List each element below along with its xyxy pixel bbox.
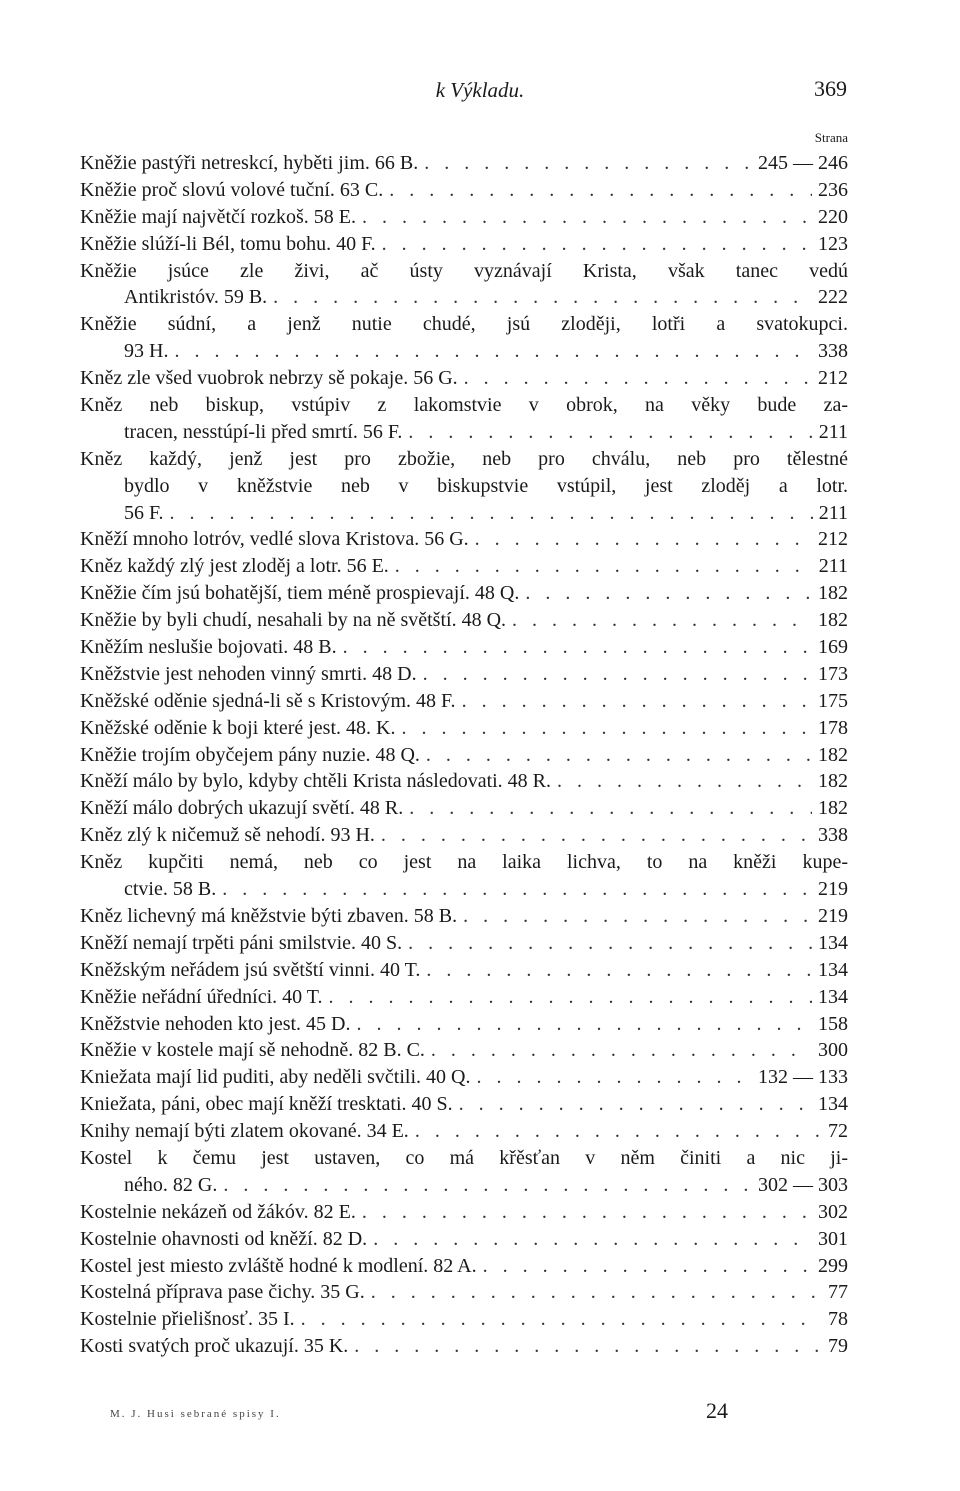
index-entry xyxy=(80,1118,848,1145)
entry-page-ref: 78 xyxy=(828,1308,848,1331)
dot-leader xyxy=(382,231,812,258)
index-entry xyxy=(80,715,848,742)
entry-text: Kněží mnoho lotróv, vedlé slova Kristova. 56 G. xyxy=(80,528,469,551)
entry-line xyxy=(80,957,848,984)
entry-line xyxy=(80,661,848,688)
index-entry xyxy=(80,1011,848,1038)
index-entry xyxy=(80,553,848,580)
entry-line xyxy=(80,1253,848,1280)
index-entry xyxy=(80,1306,848,1333)
dot-leader xyxy=(463,903,812,930)
entry-line xyxy=(80,446,848,473)
index-entry xyxy=(80,1091,848,1118)
entry-line xyxy=(80,526,848,553)
dot-leader xyxy=(423,661,812,688)
dot-leader xyxy=(373,1226,812,1253)
entry-line xyxy=(80,984,848,1011)
entry-page-ref: 299 xyxy=(818,1254,848,1277)
entry-text: Kněz zlý k ničemuž sě nehodí. 93 H. xyxy=(80,824,375,847)
printer-signature: M. J. Husi sebrané spisy I. xyxy=(110,1408,281,1420)
entry-line xyxy=(80,715,848,742)
dot-leader xyxy=(557,768,812,795)
dot-leader xyxy=(389,177,812,204)
dot-leader xyxy=(408,930,812,957)
running-title: k Výkladu. xyxy=(435,78,525,102)
entry-line xyxy=(80,1037,848,1064)
entry-line xyxy=(80,1226,848,1253)
entry-page-ref: 219 xyxy=(818,878,848,901)
entry-page-ref: 236 xyxy=(818,178,848,201)
dot-leader xyxy=(362,1199,812,1226)
entry-text: Kněží málo by bylo, kdyby chtěli Krista následovati. 48 R. xyxy=(80,770,552,793)
entry-continuation-line xyxy=(80,500,848,527)
entry-text: Kněžstvie jest nehoden vinný smrti. 48 D. xyxy=(80,662,417,685)
entry-line xyxy=(80,204,848,231)
index-entry xyxy=(80,607,848,634)
entry-line xyxy=(80,231,848,258)
entry-page-ref: 79 xyxy=(828,1335,848,1358)
index-entry xyxy=(80,661,848,688)
index-entry xyxy=(80,930,848,957)
entry-page-ref: 134 xyxy=(818,985,848,1008)
entry-text: bydlo v kněžstvie neb v biskupstvie vstúpil, jest zloděj a lotr. xyxy=(124,474,848,497)
dot-leader xyxy=(362,204,812,231)
index-entry xyxy=(80,311,848,365)
dot-leader xyxy=(273,284,812,311)
dot-leader xyxy=(426,957,812,984)
index-entry xyxy=(80,822,848,849)
index-entry xyxy=(80,446,848,527)
entry-text: Kněžské oděnie sjedná-li sě s Kristovým. 48 F. xyxy=(80,689,456,712)
entry-continuation-line xyxy=(80,876,848,903)
entry-page-ref: 134 xyxy=(818,958,848,981)
entry-line xyxy=(80,688,848,715)
dot-leader xyxy=(222,876,812,903)
entry-text: Kněžím neslušie bojovati. 48 B. xyxy=(80,636,337,659)
entry-line xyxy=(80,1064,848,1091)
entry-text: 56 F. xyxy=(124,501,164,524)
dot-leader xyxy=(381,822,812,849)
dot-leader xyxy=(475,526,812,553)
entry-text: Kněžie by byli chudí, nesahali by na ně světští. 48 Q. xyxy=(80,609,507,632)
entry-line xyxy=(80,1118,848,1145)
index-entry xyxy=(80,1064,848,1091)
entry-text: Kniežata mají lid puditi, aby neděli svčtili. 40 Q. xyxy=(80,1066,471,1089)
entry-page-ref: 211 xyxy=(818,420,848,443)
dot-leader xyxy=(464,365,812,392)
entry-text: Kostel jest miesto zvláště hodné k modlení. 82 A. xyxy=(80,1254,477,1277)
entry-page-ref: 134 xyxy=(818,1093,848,1116)
entry-text: Kněžské oděnie k boji které jest. 48. K. xyxy=(80,716,396,739)
entry-text: Kněžie slúží-li Bél, tomu bohu. 40 F. xyxy=(80,232,376,255)
entry-text: Kněz každý zlý jest zloděj a lotr. 56 E. xyxy=(80,555,389,578)
entry-page-ref: 220 xyxy=(818,205,848,228)
entry-text: Kostelná příprava pase čichy. 35 G. xyxy=(80,1281,365,1304)
entry-page-ref: 338 xyxy=(818,340,848,363)
index-entry xyxy=(80,392,848,446)
entry-page-ref: 132 — 133 xyxy=(758,1066,848,1089)
entry-continuation-line xyxy=(80,1172,848,1199)
entry-line xyxy=(80,1333,848,1360)
index-entry xyxy=(80,849,848,903)
entry-continuation-line xyxy=(80,284,848,311)
index-entry xyxy=(80,580,848,607)
index-entry xyxy=(80,1037,848,1064)
entry-line xyxy=(80,1091,848,1118)
entry-page-ref: 212 xyxy=(818,528,848,551)
dot-leader xyxy=(401,715,812,742)
index-entry xyxy=(80,957,848,984)
entry-line xyxy=(80,311,848,338)
entry-text: Kněžie neřádní úředníci. 40 T. xyxy=(80,985,323,1008)
entry-line xyxy=(80,580,848,607)
dot-leader xyxy=(170,500,813,527)
entry-text: Kněžie v kostele mají sě nehodně. 82 B. C. xyxy=(80,1039,425,1062)
entry-text: Kostel k čemu jest ustaven, co má křěsťan v něm činiti a nic ji- xyxy=(80,1146,848,1169)
index-entry xyxy=(80,1226,848,1253)
entry-line xyxy=(80,634,848,661)
entry-text: tracen, nesstúpí-li před smrtí. 56 F. xyxy=(124,420,403,443)
entry-page-ref: 182 xyxy=(818,797,848,820)
entry-page-ref: 169 xyxy=(818,636,848,659)
entry-line xyxy=(80,768,848,795)
index-entry xyxy=(80,903,848,930)
entry-text: Antikristóv. 59 B. xyxy=(124,286,268,309)
dot-leader xyxy=(415,1118,822,1145)
dot-leader xyxy=(483,1253,812,1280)
page-number: 369 xyxy=(814,76,847,101)
entry-line xyxy=(80,150,848,177)
entry-text: 93 H. xyxy=(124,340,169,363)
dot-leader xyxy=(408,419,812,446)
dot-leader xyxy=(354,1333,822,1360)
dot-leader xyxy=(301,1306,822,1333)
index-entry xyxy=(80,1253,848,1280)
entry-page-ref: 173 xyxy=(818,662,848,685)
entry-line xyxy=(80,849,848,876)
signature-number: 24 xyxy=(706,1398,728,1423)
entry-line xyxy=(80,822,848,849)
entry-text: Kněžským neřádem jsú světští vinni. 40 T. xyxy=(80,958,421,981)
dot-leader xyxy=(525,580,812,607)
dot-leader xyxy=(476,1064,752,1091)
entry-page-ref: 182 xyxy=(818,609,848,632)
entry-text: Kostelnie ohavnosti od kněží. 82 D. xyxy=(80,1227,368,1250)
entry-text: Kněžie proč slovú volové tuční. 63 C. xyxy=(80,178,384,201)
entry-text: Kněz neb biskup, vstúpiv z lakomstvie v obrok, na věky bude za- xyxy=(80,394,848,417)
entry-text: Knihy nemají býti zlatem okované. 34 E. xyxy=(80,1120,409,1143)
index-entry xyxy=(80,1333,848,1360)
entry-line xyxy=(80,1306,848,1333)
entry-page-ref: 245 — 246 xyxy=(758,152,848,174)
dot-leader xyxy=(343,634,812,661)
index-entry xyxy=(80,204,848,231)
dot-leader xyxy=(424,150,752,177)
index-entry xyxy=(80,365,848,392)
entry-page-ref: 211 xyxy=(818,555,848,578)
entry-page-ref: 134 xyxy=(818,931,848,954)
entry-text: Kněží nemají trpěti páni smilstvie. 40 S. xyxy=(80,931,403,954)
entry-continuation-line xyxy=(80,338,848,365)
entry-text: Kněz lichevný má kněžstvie býti zbaven. 58 B. xyxy=(80,904,458,927)
entry-line xyxy=(80,258,848,285)
dot-leader xyxy=(462,688,812,715)
index-entries xyxy=(80,150,848,1360)
entry-continuation-line xyxy=(80,419,848,446)
dot-leader xyxy=(512,607,812,634)
entry-text: Kněžie súdní, a jenž nutie chudé, jsú zloději, lotři a svatokupci. xyxy=(80,313,848,336)
entry-line xyxy=(80,742,848,769)
entry-page-ref: 211 xyxy=(818,501,848,524)
dot-leader xyxy=(426,742,812,769)
index-entry xyxy=(80,1279,848,1306)
entry-page-ref: 178 xyxy=(818,716,848,739)
entry-page-ref: 158 xyxy=(818,1012,848,1035)
entry-text: Kostelnie přielišnosť. 35 I. xyxy=(80,1308,295,1331)
entry-continuation-line xyxy=(80,473,848,500)
entry-text: Kosti svatých proč ukazují. 35 K. xyxy=(80,1335,349,1358)
entry-text: Kněz každý, jenž jest pro zbožie, neb pro chválu, neb pro tělestné xyxy=(80,447,848,470)
index-entry xyxy=(80,177,848,204)
entry-line xyxy=(80,795,848,822)
index-entry xyxy=(80,688,848,715)
entry-text: ctvie. 58 B. xyxy=(124,878,217,901)
entry-page-ref: 219 xyxy=(818,904,848,927)
index-entry xyxy=(80,768,848,795)
dot-leader xyxy=(329,984,813,1011)
dot-leader xyxy=(357,1011,813,1038)
entry-line xyxy=(80,903,848,930)
entry-text: Kněz zle všed vuobrok nebrzy sě pokaje. 56 G. xyxy=(80,367,458,390)
entry-text: Kněžie trojím obyčejem pány nuzie. 48 Q. xyxy=(80,743,420,766)
index-entry xyxy=(80,150,848,177)
entry-page-ref: 72 xyxy=(828,1120,848,1143)
entry-text: Kněžie čím jsú bohatější, tiem méně prospievají. 48 Q. xyxy=(80,582,520,605)
dot-leader xyxy=(174,338,812,365)
entry-text: Kněžie jsúce zle živi, ač ústy vyznávají Krista, však tanec vedú xyxy=(80,259,848,282)
entry-page-ref: 123 xyxy=(818,232,848,255)
dot-leader xyxy=(459,1091,812,1118)
entry-text: Kněžie pastýři netreskcí, hyběti jim. 66 B. xyxy=(80,152,419,174)
dot-leader xyxy=(395,553,813,580)
entry-line xyxy=(80,1011,848,1038)
index-entry xyxy=(80,231,848,258)
index-entry xyxy=(80,258,848,312)
entry-page-ref: 300 xyxy=(818,1039,848,1062)
dot-leader xyxy=(431,1037,812,1064)
entry-text: Kněžstvie nehoden kto jest. 45 D. xyxy=(80,1012,351,1035)
entry-page-ref: 182 xyxy=(818,743,848,766)
entry-text: Kněz kupčiti nemá, neb co jest na laika lichva, to na kněži kupe- xyxy=(80,851,848,874)
entry-text: Kněžie mají najvětčí rozkoš. 58 E. xyxy=(80,205,357,228)
index-entry xyxy=(80,742,848,769)
entry-text: Kniežata, páni, obec mají kněží tresktati. 40 S. xyxy=(80,1093,453,1116)
index-entry xyxy=(80,795,848,822)
entry-line xyxy=(80,930,848,957)
entry-line xyxy=(80,365,848,392)
entry-page-ref: 338 xyxy=(818,824,848,847)
entry-line xyxy=(80,553,848,580)
index-entry xyxy=(80,984,848,1011)
entry-line xyxy=(80,607,848,634)
entry-page-ref: 302 xyxy=(818,1200,848,1223)
entry-text: Kněží málo dobrých ukazují světí. 48 R. xyxy=(80,797,404,820)
entry-page-ref: 212 xyxy=(818,367,848,390)
entry-line xyxy=(80,1145,848,1172)
entry-page-ref: 222 xyxy=(818,286,848,309)
index-entry xyxy=(80,1145,848,1199)
entry-line xyxy=(80,392,848,419)
index-entry xyxy=(80,526,848,553)
entry-line xyxy=(80,177,848,204)
entry-text: Kostelnie nekázeň od žákóv. 82 E. xyxy=(80,1200,356,1223)
entry-line xyxy=(80,1279,848,1306)
dot-leader xyxy=(223,1172,752,1199)
entry-line xyxy=(80,1199,848,1226)
entry-page-ref: 175 xyxy=(818,689,848,712)
index-entry xyxy=(80,634,848,661)
entry-page-ref: 182 xyxy=(818,770,848,793)
entry-text: ného. 82 G. xyxy=(124,1173,218,1196)
entry-page-ref: 302 — 303 xyxy=(758,1173,848,1196)
entry-page-ref: 77 xyxy=(828,1281,848,1304)
index-entry xyxy=(80,1199,848,1226)
dot-leader xyxy=(409,795,812,822)
column-label: Strana xyxy=(814,130,848,145)
entry-page-ref: 301 xyxy=(818,1227,848,1250)
entry-page-ref: 182 xyxy=(818,582,848,605)
dot-leader xyxy=(371,1279,822,1306)
